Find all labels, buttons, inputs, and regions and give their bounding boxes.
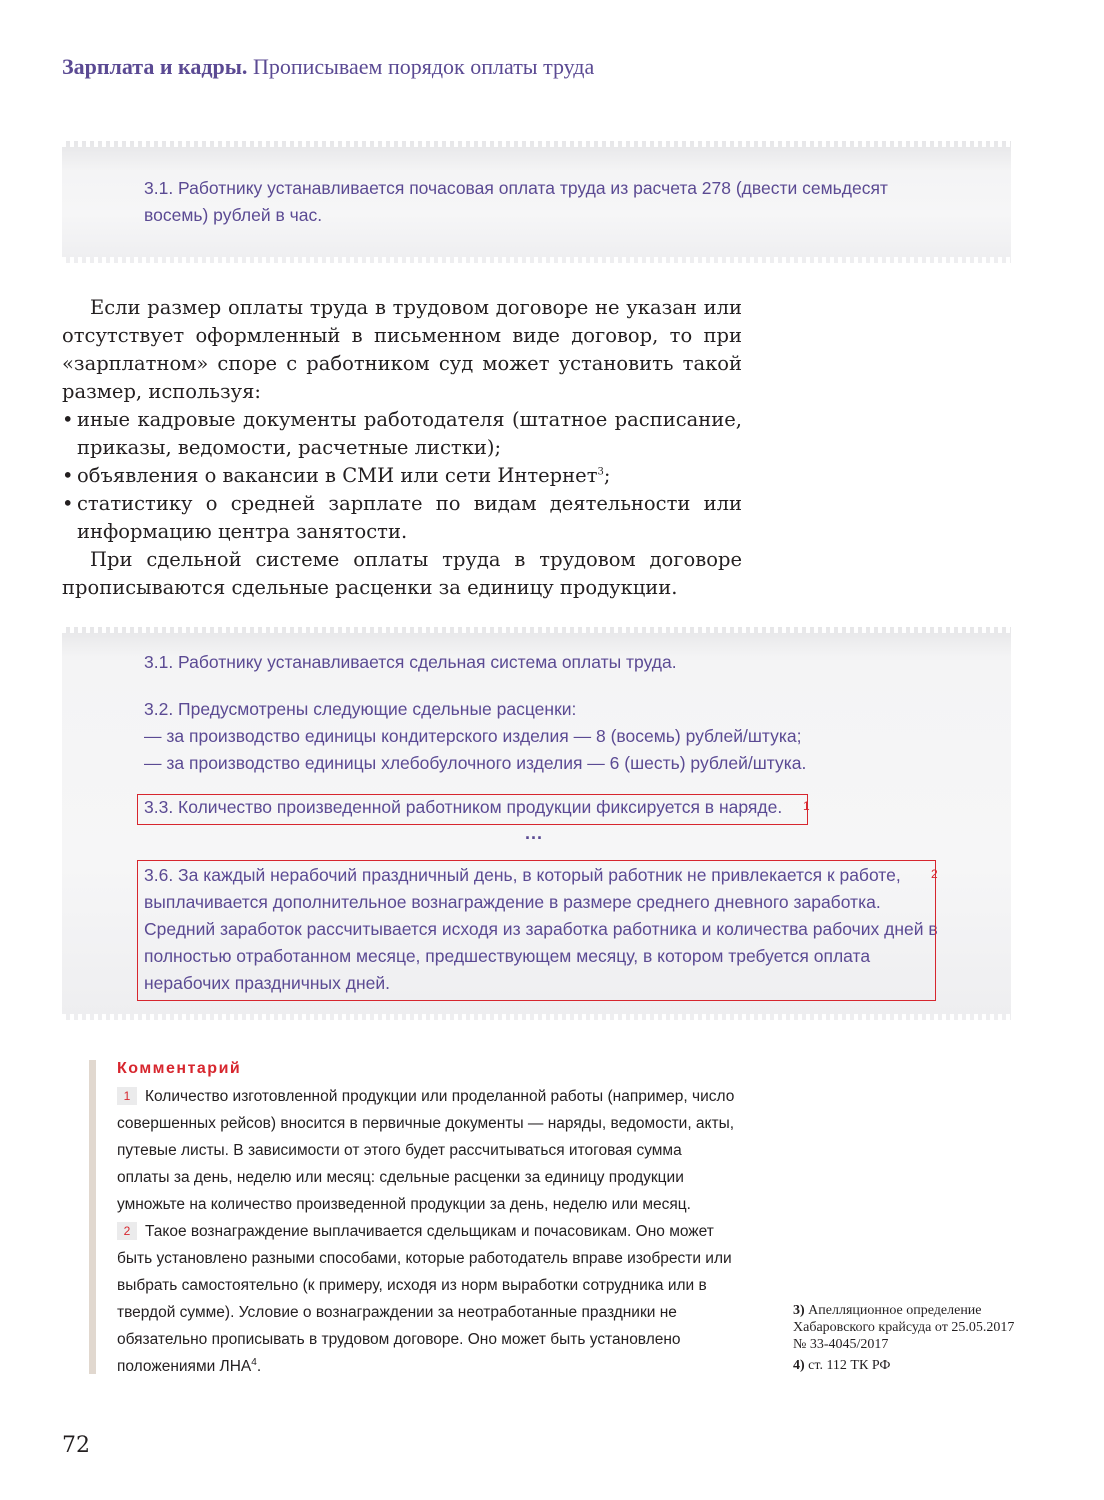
contract-clause-box-piecework: [62, 627, 1011, 1020]
clause-3-2-item: — за производство единицы хлебобулочного изделия — 6 (шесть) рублей/штука.: [144, 753, 807, 773]
bullet-item: • иные кадровые документы работодателя (штатное расписание, приказы, ведомости, расчетные листки);: [62, 406, 742, 462]
comment-text-1: Количество изготовленной продукции или проделанной работы (например, число совершенных рейсов) вносится в первичные документы — наряды, ведомости, акты, путевые листы. В зависимости от этого будет рассчитываться итоговая сумма оплаты за день, неделю или месяц: сдельные расценки за единицу продукции умножьте на количество произведенной продукции за день, неделю или месяц.: [117, 1088, 735, 1213]
header-title: Прописываем порядок оплаты труда: [252, 54, 595, 79]
bullet-text: объявления о вакансии в СМИ или сети Интернет: [77, 464, 598, 487]
footnotes: [793, 1302, 1023, 1378]
bullet-item: [62, 462, 742, 490]
highlight-frame-2: [137, 860, 936, 1001]
comment-number-badge: 2: [117, 1222, 137, 1240]
ellipsis: ...: [525, 823, 544, 843]
comment-item-1: [117, 1083, 737, 1218]
clause-3-6: 3.6. За каждый нерабочий праздничный день, в который работник не привлекается к работе, выплачивается дополнительное вознаграждение в размере среднего дневного заработка. Средний заработок рассчитывается исходя из заработка работника и количества рабочих дней в полностью отработанном месяце, предшествующем месяцу, в котором требуется оплата нерабочих праздничных дней.: [144, 865, 938, 993]
clause-3-2: [144, 696, 944, 777]
comment-text-2: Такое вознаграждение выплачивается сдельщикам и почасовикам. Оно может быть установлено разными способами, которые работодатель вправе изобрести или выбрать самостоятельно (к примеру, исходя из норм выработки сотрудника или в твердой сумме). Условие о вознаграждении за неотработанные праздники не обязательно прописывать в трудовом договоре. Оно может быть установлено положениями ЛНА: [117, 1223, 732, 1375]
bullet-list: [62, 406, 742, 546]
bullet-item: • статистику о средней зарплате по видам деятельности или информацию центра занятости.: [62, 490, 742, 546]
footnote-ref[interactable]: 4: [251, 1356, 257, 1368]
highlight-frame-1: [137, 794, 808, 825]
clause-3-1-hourly: 3.1. Работнику устанавливается почасовая оплата труда из расчета 278 (двести семьдесят восемь) рублей в час.: [144, 178, 888, 225]
paragraph-piecework: При сдельной системе оплаты труда в трудовом договоре прописываются сдельные расценки за единицу продукции.: [62, 548, 742, 599]
clause-3-1-piecework: 3.1. Работнику устанавливается сдельная система оплаты труда.: [144, 652, 677, 672]
comment-marker-1[interactable]: 1: [803, 799, 810, 813]
clause-3-3: 3.3. Количество произведенной работником продукции фиксируется в наряде.: [144, 797, 783, 817]
footnote-3-number: 3): [793, 1303, 805, 1318]
header-section: Зарплата и кадры.: [62, 54, 248, 79]
bullet-end: ;: [603, 464, 611, 487]
comment-side-bar: [89, 1060, 96, 1374]
running-header: [62, 54, 594, 80]
footnote-4-text: ст. 112 ТК РФ: [808, 1358, 891, 1373]
comment-marker-2[interactable]: 2: [931, 867, 938, 881]
footnote-4: [793, 1357, 1023, 1374]
footnote-3-text: Апелляционное определение Хабаровского крайсуда от 25.05.2017 № 33-4045/2017: [793, 1303, 1015, 1352]
footnote-ref[interactable]: 3: [597, 466, 604, 478]
clause-3-2-title: 3.2. Предусмотрены следующие сдельные расценки:: [144, 699, 577, 719]
comment-title: Комментарий: [117, 1060, 242, 1077]
comment-block: [117, 1058, 737, 1380]
footnote-4-number: 4): [793, 1358, 805, 1373]
footnote-3: [793, 1302, 1023, 1353]
paragraph-intro: Если размер оплаты труда в трудовом договоре не указан или отсутствует оформленный в письменном виде договор, то при «зарплатном» споре с работником суд может установить такой размер, используя:: [62, 296, 742, 403]
page-number: 72: [62, 1433, 90, 1458]
comment-text-2-end: .: [256, 1358, 262, 1375]
comment-item-2: [117, 1218, 737, 1380]
main-text: [62, 294, 742, 602]
contract-clause-box-hourly: [62, 141, 1011, 263]
clause-3-2-item: — за производство единицы кондитерского изделия — 8 (восемь) рублей/штука;: [144, 726, 802, 746]
comment-number-badge: 1: [117, 1087, 137, 1105]
